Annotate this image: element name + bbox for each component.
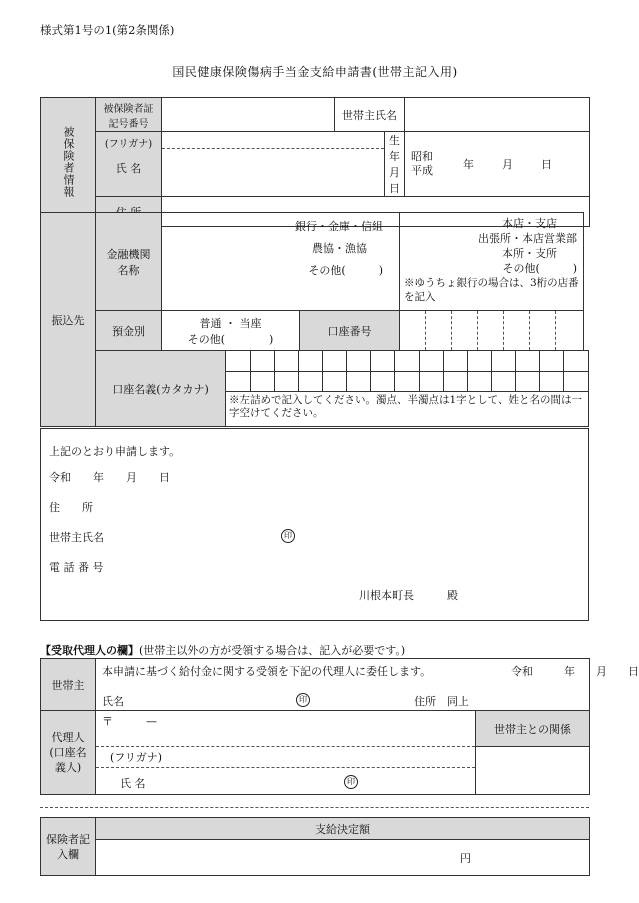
proxy-table xyxy=(40,658,639,795)
agent-postal-field[interactable]: 〒 — xyxy=(96,711,476,747)
declaration-box xyxy=(40,428,589,621)
agent-seal-icon: 印 xyxy=(344,774,358,789)
application-table xyxy=(40,97,590,228)
addressee: 川根本町長 殿 xyxy=(359,589,458,602)
agent-label: 代理人(口座名義人) xyxy=(41,711,96,795)
name-label-cell: (フリガナ) 氏 名 xyxy=(96,132,162,197)
account-digit-2[interactable] xyxy=(426,311,452,351)
head-name-field[interactable] xyxy=(405,98,590,132)
account-digit-1[interactable] xyxy=(400,311,426,351)
holder-field[interactable] xyxy=(226,351,589,427)
amount-field[interactable]: 円 xyxy=(96,840,590,876)
branch-name-field[interactable]: 本店・支店 出張所・本店営業部 本所・支所 その他( ) ※ゆうちょ銀行の場合は、3桁の店番を記入 xyxy=(400,213,584,311)
proxy-head-seal-icon: 印 xyxy=(296,692,310,707)
insurer-table xyxy=(40,817,590,876)
declaration-text: 上記のとおり申請します。 xyxy=(49,445,181,458)
form-title: 国民健康保険傷病手当金支給申請書(世帯主記入用) xyxy=(172,65,458,79)
proxy-head-field[interactable]: 本申請に基づく給付金に関する受領を下記の代理人に委任します。 令和 年 月 日 氏名 印 住所 同上 xyxy=(96,659,590,711)
holder-note: ※左詰めで記入してください。濁点、半濁点は1字として、姓と名の間は一字空けてください。 xyxy=(229,393,582,419)
account-digit-3[interactable] xyxy=(452,311,478,351)
dob-field[interactable]: 昭和 平成 年 月 日 xyxy=(405,132,590,197)
amount-label: 支給決定額 xyxy=(96,818,590,840)
seal-icon: 印 xyxy=(281,528,295,543)
bank-name-field[interactable]: 銀行・金庫・信組 農協・漁協 その他( ) xyxy=(162,213,400,311)
insurer-label: 保険者記入欄 xyxy=(41,818,96,876)
era-showa[interactable]: 昭和 xyxy=(411,150,433,163)
proxy-heading: 【受取代理人の欄】(世帯主以外の方が受領する場合は、記入が必要です。) xyxy=(40,644,406,657)
relation-field[interactable] xyxy=(476,747,590,795)
relation-label: 世帯主との関係 xyxy=(476,711,590,747)
declaration-phone[interactable]: 電 話 番 号 xyxy=(49,561,104,574)
bank-label: 金融機関名称 xyxy=(96,213,162,311)
holder-label: 口座名義(カタカナ) xyxy=(96,351,226,427)
declaration-head-name[interactable]: 世帯主氏名 xyxy=(49,531,104,544)
declaration-date[interactable]: 令和 年 月 日 xyxy=(49,471,170,484)
form-number: 様式第1号の1(第2条関係) xyxy=(40,23,175,37)
head-name-label: 世帯主氏名 xyxy=(335,98,405,132)
account-digit-6[interactable] xyxy=(530,311,556,351)
cert-label: 被保険者証記号番号 xyxy=(96,98,162,132)
cert-number-field[interactable] xyxy=(162,98,335,132)
deposit-label: 預金別 xyxy=(96,311,162,351)
account-digit-5[interactable] xyxy=(504,311,530,351)
yucho-note: ※ゆうちょ銀行の場合は、3桁の店番を記入 xyxy=(404,277,579,303)
era-heisei[interactable]: 平成 xyxy=(411,164,433,177)
insured-name-field[interactable] xyxy=(162,132,385,197)
agent-name-field[interactable]: (フリガナ) 氏 名 印 xyxy=(96,747,476,795)
account-digit-4[interactable] xyxy=(478,311,504,351)
account-number-label: 口座番号 xyxy=(300,311,400,351)
dob-label: 生年月日 xyxy=(385,132,405,197)
declaration-address[interactable]: 住 所 xyxy=(49,501,93,514)
transfer-table xyxy=(40,212,589,427)
proxy-head-label: 世帯主 xyxy=(41,659,96,711)
transfer-section-label: 振込先 xyxy=(41,213,96,427)
insured-section-label: 被保険者情報 xyxy=(41,98,96,228)
deposit-type-field[interactable]: 普通 ・ 当座 その他( ) xyxy=(162,311,300,351)
account-digit-7[interactable] xyxy=(556,311,584,351)
cut-line xyxy=(40,807,589,808)
